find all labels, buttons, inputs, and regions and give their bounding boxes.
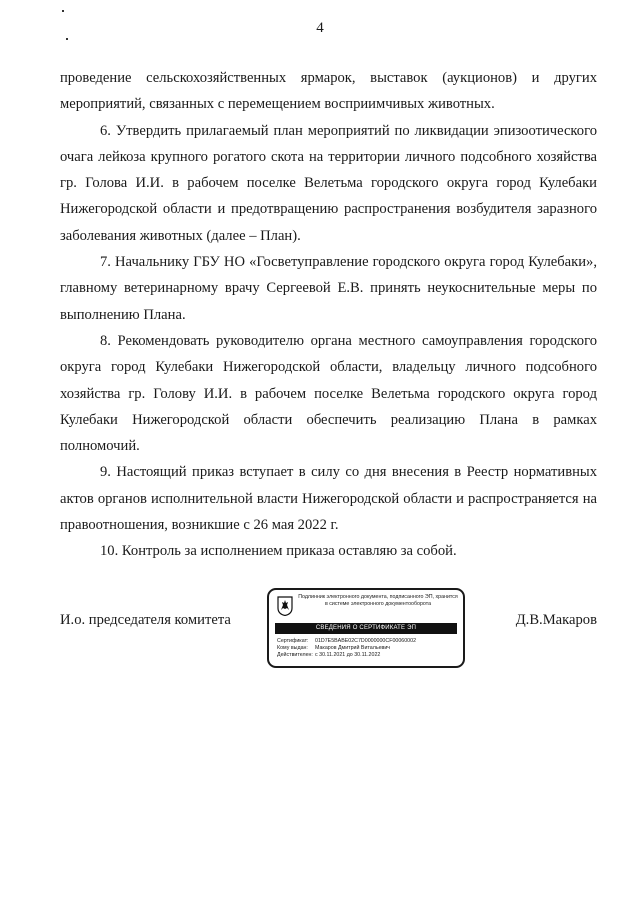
stamp-details [277, 638, 459, 659]
stamp-certificate-label: Сертификат: [277, 638, 309, 644]
signer-name: Д.В.Макаров [515, 612, 597, 628]
signature-block [60, 588, 597, 678]
stamp-certificate-bar: СВЕДЕНИЯ О СЕРТИФИКАТЕ ЭП [275, 623, 457, 634]
stamp-valid-row [277, 652, 459, 659]
page-number: 4 [316, 20, 324, 36]
paragraph-item-10: 10. Контроль за исполнением приказа оставляю за собой. [100, 543, 457, 560]
stamp-certificate-value: 01D7E5BABE02C7D0000000CF00060002 [315, 638, 417, 644]
stamp-owner-value: Макаров Дмитрий Витальевич [315, 645, 391, 651]
stamp-owner-row [277, 645, 459, 652]
paragraph-item-9: 9. Настоящий приказ вступает в силу со дня внесения в Реестр нормативных актов органов исполнительной власти Нижегородской области и распространяется на правоотношения, возникшие с 26 мая 2022 г. [60, 464, 597, 534]
scan-speck [66, 38, 68, 40]
stamp-valid-label: Действителен: [277, 652, 313, 658]
stamp-header: Подлинник электронного документа, подписанного ЭП, хранится в системе электронного документооборота [298, 594, 458, 607]
document-body [60, 65, 597, 565]
paragraph-item-8: 8. Рекомендовать руководителю органа местного самоуправления городского округа город Кулебаки Нижегородской области, владельцу личного подсобного хозяйства гр. Голову И.И. в рабочем поселке Велетьма городского округа город Кулебаки Нижегородской области обеспечить реализацию Плана в рамках полномочий. [60, 332, 597, 455]
paragraph-item-7: 7. Начальнику ГБУ НО «Госветуправление городского округа город Кулебаки», главному ветеринарному врачу Сергеевой Е.В. принять неукоснительные меры по выполнению Плана. [60, 254, 597, 323]
electronic-signature-stamp [267, 588, 465, 668]
scan-speck [62, 10, 64, 12]
stamp-owner-label: Кому выдан: [277, 645, 308, 651]
stamp-certificate-row [277, 638, 459, 645]
paragraph-item-6: 6. Утвердить прилагаемый план мероприятий по ликвидации эпизоотического очага лейкоза крупного рогатого скота на территории личного подсобного хозяйства гр. Голова И.И. в рабочем поселке Велетьма городского округа город Кулебаки Нижегородской области и предотвращению распространения возбудителя заразного заболевания животных (далее – План). [60, 122, 597, 244]
paragraph-continuation: проведение сельскохозяйственных ярмарок, выставок (аукционов) и других мероприятий, связанных с перемещением восприимчивых животных. [60, 70, 597, 113]
signer-title: И.о. председателя комитета [60, 612, 231, 628]
deer-emblem-icon [277, 596, 293, 616]
stamp-valid-value: с 30.11.2021 до 30.11.2022 [315, 652, 381, 658]
